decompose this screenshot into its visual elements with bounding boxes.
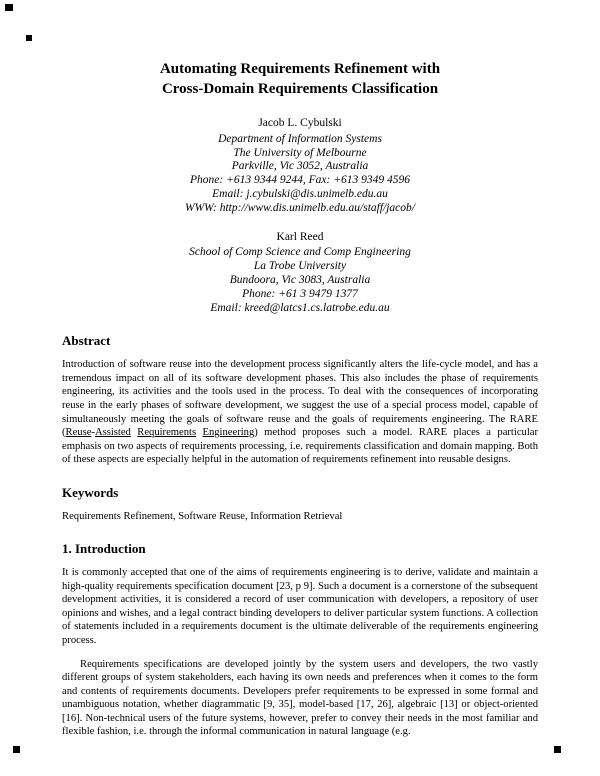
affiliation-school: School of Comp Science and Comp Engineering [189, 246, 411, 259]
introduction-paragraph-1: It is commonly accepted that one of the aims of requirements engineering is to derive, validate and maintain a high-quality requirements specification document [23, p 9]. Such a document is a cornerstone of the subsequent development activities, it is considered a record of user communication with developers, a repository of user opinions and wishes, and a legal contract binding developers to deliver particular system functions. A collection of statements included in a requirements document is the ultimate deliverable of the requirements engineering process. [62, 567, 538, 647]
author-name: Jacob L. Cybulski [258, 117, 342, 129]
scan-artifact-bottom-left [13, 746, 20, 753]
affiliation-address: Bundoora, Vic 3083, Australia [229, 273, 371, 286]
affiliation-phone-fax: Phone: +613 9344 9244, Fax: +613 9349 4596 [190, 174, 410, 187]
keywords-text: Requirements Refinement, Software Reuse, Information Retrieval [62, 510, 343, 522]
paper-title-line-1: Automating Requirements Refinement with [159, 61, 441, 77]
affiliation-email: Email: kreed@latcs1.cs.latrobe.edu.au [210, 301, 390, 314]
page-content [62, 60, 538, 749]
affiliation-university: The University of Melbourne [233, 146, 367, 159]
keywords-heading: Keywords [62, 484, 119, 500]
affiliation-department: Department of Information Systems [218, 132, 382, 145]
author-name: Karl Reed [276, 230, 324, 243]
introduction-heading: 1. Introduction [62, 541, 146, 557]
abstract-heading: Abstract [62, 333, 111, 349]
paper-title-line-2: Cross-Domain Requirements Classification [161, 80, 439, 97]
author-block-cybulski [62, 117, 538, 216]
affiliation-www: WWW: http://www.dis.unimelb.edu.au/staff/jacob/ [185, 201, 415, 214]
affiliation-address: Parkville, Vic 3052, Australia [231, 160, 369, 173]
abstract-paragraph: Introduction of software reuse into the development process significantly alters the life-cycle model, and has a tremendous impact on all of its software development phases. This also includes the phase of requirements engineering, its activities and the tools used in the process. To deal with the consequences of incorporating reuse in the early phases of software development, we suggest the use of a special process model, capable of simultaneously meeting the goals of software reuse and the goals of requirements engineering. The RARE (Reuse-Assisted Requirements Engineering) method proposes such a model. RARE places a particular emphasis on two aspects of requirements processing, i.e. requirements classification and domain mapping. Both of these aspects are especially helpful in the automation of requirements refinement into reusable designs. [62, 359, 538, 466]
scan-artifact-top-left-1 [5, 4, 13, 11]
scan-artifact-bottom-right [554, 746, 561, 753]
affiliation-university: La Trobe University [253, 260, 347, 273]
scan-artifact-top-left-2 [26, 35, 32, 41]
affiliation-phone: Phone: +61 3 9479 1377 [242, 287, 358, 300]
paper-title [62, 60, 538, 99]
author-block-reed [62, 231, 538, 316]
affiliation-email: Email: j.cybulski@dis.unimelb.edu.au [212, 187, 388, 200]
introduction-paragraph-2: Requirements specifications are developed jointly by the system users and developers, the two vastly different groups of system stakeholders, each having its own needs and preferences when it comes to the form and contents of requirements documents. Developers prefer requirements to be expressed in some formal and unambiguous notation, whether diagrammatic [9, 35], model-based [17, 26], algebraic [13] or object-oriented [16]. Non-technical users of the future systems, however, prefer to convey their needs in the most familiar and flexible fashion, i.e. through the informal communication in natural language (e.g. [62, 658, 538, 738]
